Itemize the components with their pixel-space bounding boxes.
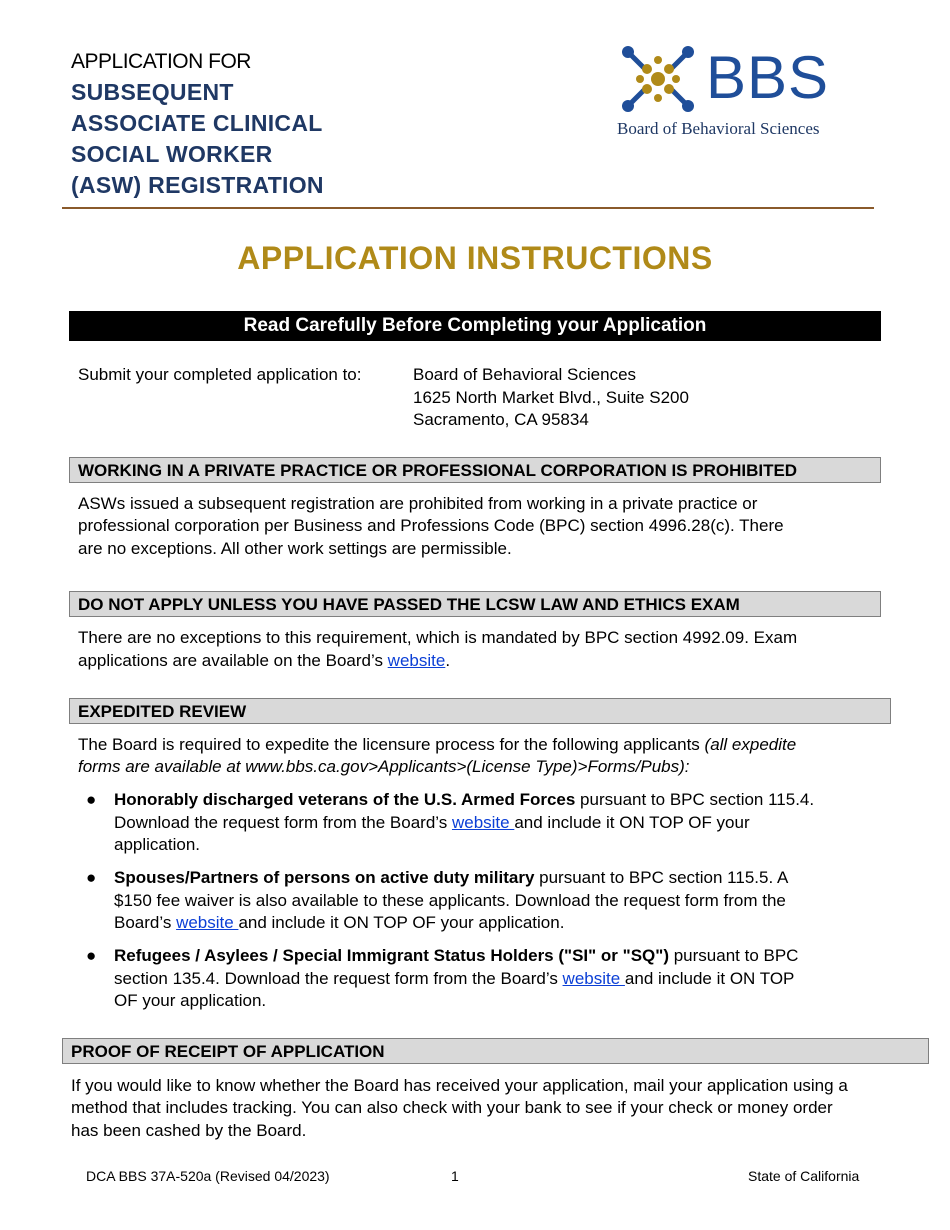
application-for-label: APPLICATION FOR xyxy=(71,50,251,73)
law-ethics-line-2: applications are available on the Board’s website. xyxy=(78,651,451,670)
bbs-logo-org-name: Board of Behavioral Sciences xyxy=(617,119,820,138)
veterans-website-link[interactable]: website xyxy=(451,812,515,832)
read-carefully-banner: Read Carefully Before Completing your Application xyxy=(69,311,881,341)
submit-label: Submit your completed application to: xyxy=(78,365,362,384)
footer-form-id: DCA BBS 37A-520a (Revised 04/2023) xyxy=(86,1168,330,1184)
proof-line-2: method that includes tracking. You can also check with your bank to see if your check or money order xyxy=(71,1098,833,1117)
bullet-icon: ● xyxy=(86,946,97,965)
expedited-review-heading: EXPEDITED REVIEW xyxy=(69,698,891,724)
refugees-website-link[interactable]: website xyxy=(562,968,625,988)
private-practice-line-3: are no exceptions. All other work settings are permissible. xyxy=(78,539,512,558)
list-item-refugees: ● Refugees / Asylees / Special Immigrant Status Holders ("SI" or "SQ") pursuant to BPC section 135.4. Download the request form from the Board’s website and include it ON TOP OF your application. xyxy=(86,946,799,1010)
footer-state: State of California xyxy=(748,1168,860,1184)
proof-line-1: If you would like to know whether the Board has received your application, mail your application using a xyxy=(71,1076,848,1095)
expedited-intro-line-2: forms are available at www.bbs.ca.gov>Applicants>(License Type)>Forms/Pubs): xyxy=(78,757,690,776)
page-title: APPLICATION INSTRUCTIONS xyxy=(237,240,713,276)
bullet-icon: ● xyxy=(86,790,97,809)
list-item-military-spouses: ● Spouses/Partners of persons on active duty military pursuant to BPC section 115.5. A $150 fee waiver is also available to these applicants. Download the request form from the Board’s website and include it ON TOP OF your application. xyxy=(86,868,789,932)
law-ethics-line-1: There are no exceptions to this requirement, which is mandated by BPC section 4992.09. Exam xyxy=(78,628,798,647)
form-title-line-4: (ASW) REGISTRATION xyxy=(71,172,324,198)
address-line-1: Board of Behavioral Sciences xyxy=(413,365,637,384)
proof-line-3: has been cashed by the Board. xyxy=(71,1121,307,1140)
form-title-line-3: SOCIAL WORKER xyxy=(71,141,273,167)
form-title-line-1: SUBSEQUENT xyxy=(71,79,234,105)
law-ethics-website-link[interactable]: website xyxy=(387,651,446,670)
private-practice-heading: WORKING IN A PRIVATE PRACTICE OR PROFESSIONAL CORPORATION IS PROHIBITED xyxy=(69,457,881,483)
footer-page-number: 1 xyxy=(451,1168,459,1184)
header-divider xyxy=(62,207,874,209)
form-title-line-2: ASSOCIATE CLINICAL xyxy=(71,110,323,136)
address-line-3: Sacramento, CA 95834 xyxy=(413,410,589,429)
private-practice-line-1: ASWs issued a subsequent registration are prohibited from working in a private practice or xyxy=(78,494,758,513)
bbs-logo-letters: BBS xyxy=(706,44,830,111)
expedited-intro-line-1: The Board is required to expedite the licensure process for the following applicants (all expedite xyxy=(78,735,797,754)
private-practice-line-2: professional corporation per Business and Professions Code (BPC) section 4996.28(c). There xyxy=(78,516,784,535)
law-ethics-heading: DO NOT APPLY UNLESS YOU HAVE PASSED THE LCSW LAW AND ETHICS EXAM xyxy=(69,591,881,617)
bullet-icon: ● xyxy=(86,868,97,887)
proof-of-receipt-heading: PROOF OF RECEIPT OF APPLICATION xyxy=(62,1038,929,1064)
address-line-2: 1625 North Market Blvd., Suite S200 xyxy=(413,388,689,407)
military-spouses-website-link[interactable]: website xyxy=(176,913,239,932)
list-item-veterans: ● Honorably discharged veterans of the U.S. Armed Forces pursuant to BPC section 115.4. Download the request form from the Board’s website and include it ON TOP OF your application. xyxy=(86,790,815,854)
bbs-molecule-icon xyxy=(620,46,696,112)
